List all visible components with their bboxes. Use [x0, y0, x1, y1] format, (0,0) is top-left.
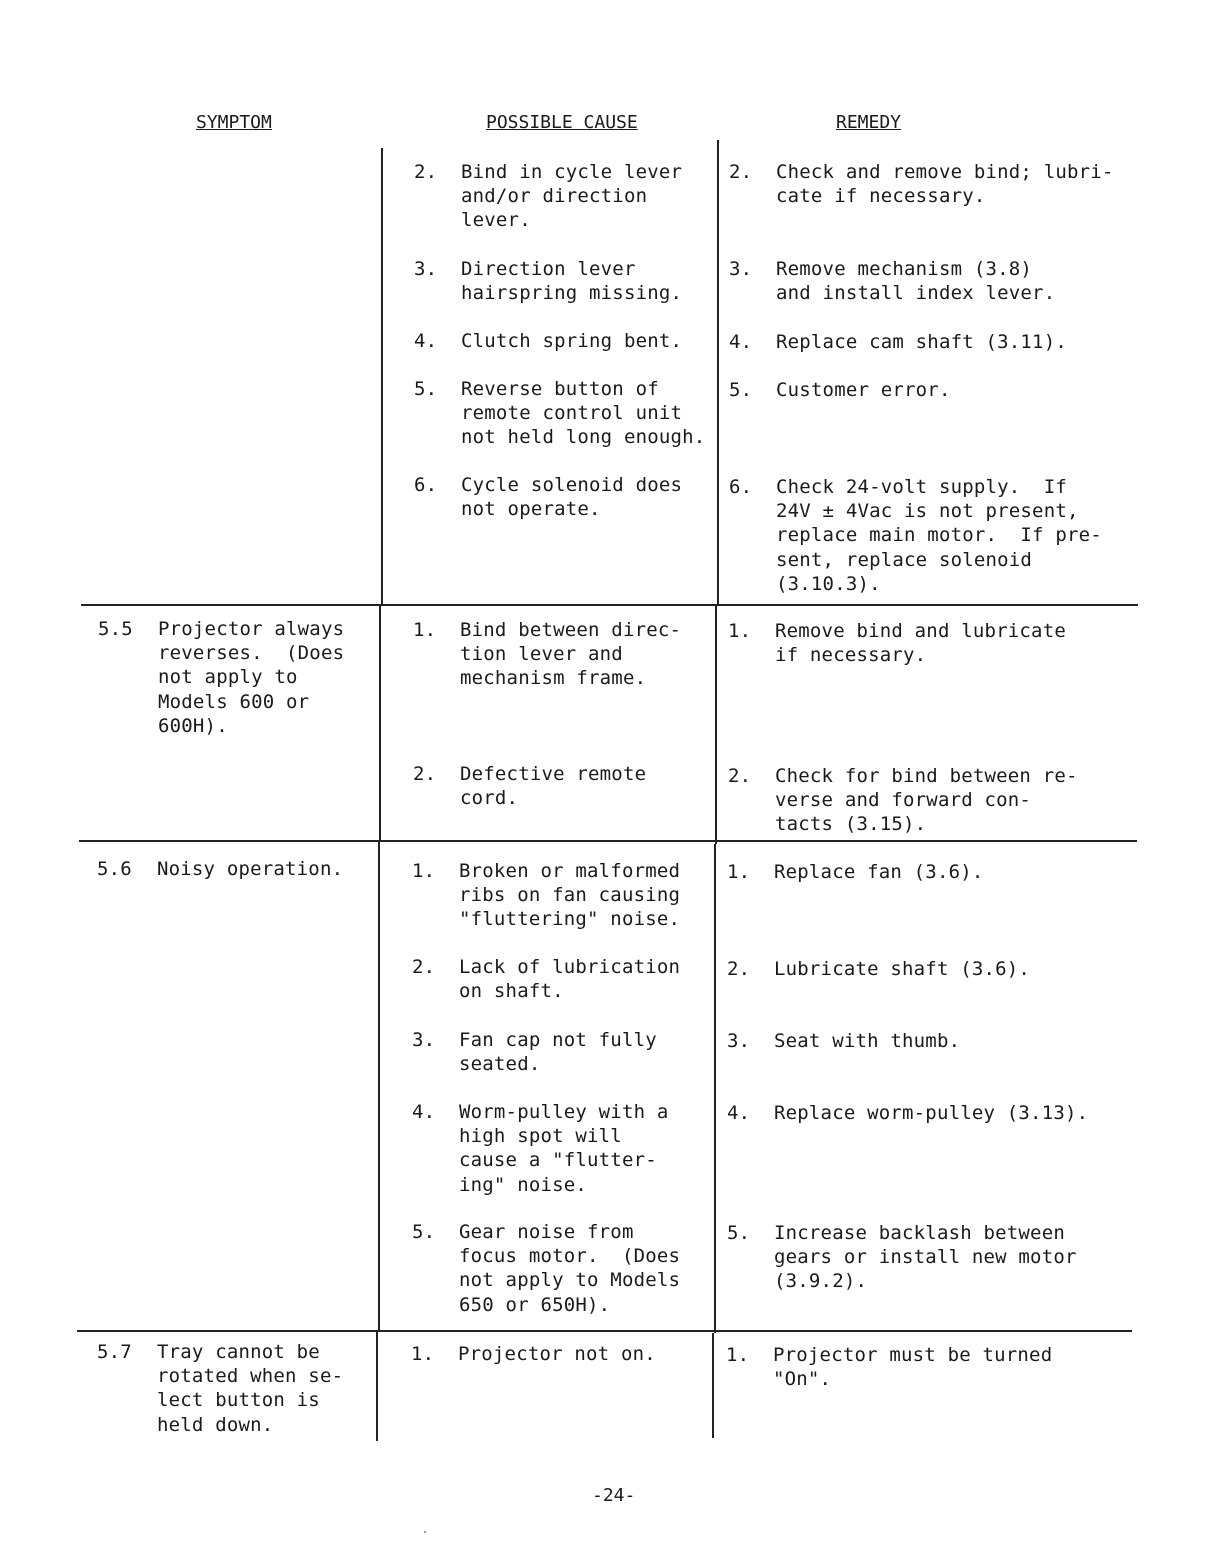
remedy-text: Projector must be turned "On".: [773, 1344, 1053, 1391]
cause-text: Direction lever hairspring missing.: [461, 258, 683, 305]
remedy-text: Customer error.: [776, 379, 951, 401]
cause-text: Fan cap not fully seated.: [459, 1029, 657, 1076]
remedy-text: Seat with thumb.: [774, 1030, 961, 1052]
remedy-number: 1.: [728, 620, 752, 642]
column-divider: [717, 140, 719, 606]
cause-text: Lack of lubrication on shaft.: [459, 956, 681, 1003]
symptom-number: 5.5: [98, 618, 133, 640]
column-divider: [714, 844, 716, 1333]
scan-speck: [424, 1531, 426, 1533]
remedy-text: Remove bind and lubricate if necessary.: [775, 620, 1066, 667]
remedy-text: Check for bind between re- verse and forward con- tacts (3.15).: [775, 765, 1078, 836]
cause-text: Bind in cycle lever and/or direction lever.: [461, 161, 683, 232]
cause-text: Defective remote cord.: [460, 763, 647, 810]
row-separator: [77, 1330, 1132, 1332]
page-number: -24-: [592, 1485, 636, 1506]
cause-number: 2.: [412, 956, 436, 978]
row-separator: [79, 840, 1137, 842]
cause-text: Gear noise from focus motor. (Does not apply to Models 650 or 650H).: [459, 1221, 681, 1316]
remedy-number: 1.: [726, 1344, 750, 1366]
remedy-number: 6.: [729, 476, 753, 498]
possible-cause-header: POSSIBLE CAUSE: [486, 112, 638, 133]
remedy-text: Replace worm-pulley (3.13).: [774, 1102, 1089, 1124]
remedy-number: 4.: [729, 331, 753, 353]
remedy-number: 5.: [727, 1222, 751, 1244]
symptom-text: Tray cannot be rotated when se- lect button is held down.: [157, 1341, 344, 1436]
column-divider: [378, 842, 380, 1331]
symptom-text: Noisy operation.: [157, 858, 344, 880]
cause-number: 5.: [412, 1221, 436, 1243]
column-divider: [381, 148, 383, 606]
symptom-text: Projector always reverses. (Does not apply to Models 600 or 600H).: [158, 618, 345, 737]
remedy-number: 2.: [728, 765, 752, 787]
symptom-number: 5.6: [97, 858, 132, 880]
column-divider: [712, 1333, 714, 1438]
cause-number: 1.: [412, 860, 436, 882]
cause-number: 1.: [411, 1343, 435, 1365]
cause-number: 1.: [413, 619, 437, 641]
cause-number: 3.: [414, 258, 438, 280]
remedy-number: 5.: [729, 379, 753, 401]
remedy-text: Lubricate shaft (3.6).: [774, 958, 1031, 980]
cause-number: 6.: [414, 474, 438, 496]
column-divider: [715, 606, 717, 844]
remedy-header: REMEDY: [836, 112, 902, 133]
cause-text: Bind between direc- tion lever and mechanism frame.: [460, 619, 682, 690]
cause-text: Broken or malformed ribs on fan causing "fluttering" noise.: [459, 860, 681, 931]
cause-number: 2.: [414, 161, 438, 183]
cause-text: Cycle solenoid does not operate.: [461, 474, 683, 521]
remedy-text: Replace fan (3.6).: [774, 861, 984, 883]
remedy-text: Remove mechanism (3.8) and install index lever.: [776, 258, 1056, 305]
cause-number: 5.: [414, 378, 438, 400]
cause-text: Clutch spring bent.: [461, 330, 683, 352]
remedy-text: Replace cam shaft (3.11).: [776, 331, 1067, 353]
column-divider: [379, 606, 381, 842]
symptom-number: 5.7: [97, 1341, 132, 1363]
cause-text: Projector not on.: [458, 1343, 656, 1365]
column-divider: [376, 1331, 378, 1441]
cause-text: Reverse button of remote control unit not held long enough.: [461, 378, 706, 449]
cause-number: 2.: [413, 763, 437, 785]
remedy-number: 4.: [727, 1102, 751, 1124]
remedy-text: Check and remove bind; lubri- cate if necessary.: [776, 161, 1114, 208]
remedy-number: 3.: [729, 258, 753, 280]
row-separator: [81, 604, 1138, 606]
remedy-number: 1.: [727, 861, 751, 883]
cause-text: Worm-pulley with a high spot will cause a "flutter- ing" noise.: [459, 1101, 669, 1196]
cause-number: 4.: [412, 1101, 436, 1123]
symptom-header: SYMPTOM: [196, 112, 272, 133]
remedy-text: Check 24-volt supply. If 24V ± 4Vac is not present, replace main motor. If pre- sent, replace solenoid (3.10.3).: [776, 476, 1102, 595]
remedy-number: 2.: [727, 958, 751, 980]
remedy-number: 2.: [729, 161, 753, 183]
cause-number: 3.: [412, 1029, 436, 1051]
remedy-number: 3.: [727, 1030, 751, 1052]
cause-number: 4.: [414, 330, 438, 352]
remedy-text: Increase backlash between gears or install new motor (3.9.2).: [774, 1222, 1077, 1293]
